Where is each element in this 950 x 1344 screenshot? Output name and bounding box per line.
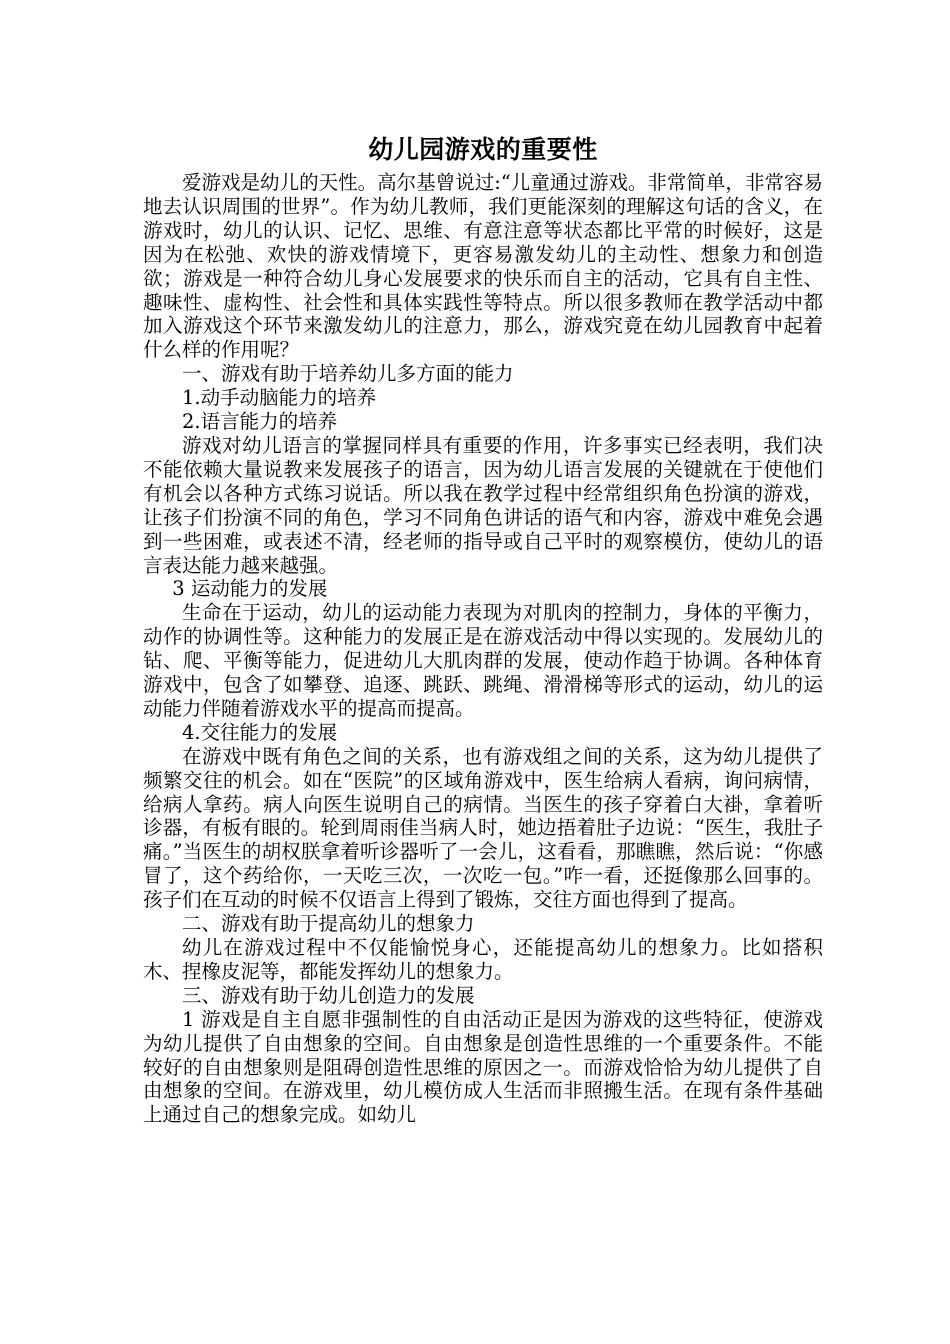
paragraph-social: 在游戏中既有角色之间的关系，也有游戏组之间的关系，这为幼儿提供了频繁交往的机会。如在“医院”的区域角游戏中，医生给病人看病，询问病情，给病人拿药。病人向医生说明自己的病情。当医生的孩子穿着白大褂，拿着听诊器，有板有眼的。轮到周雨佳当病人时，她边捂着肚子边说：“医生，我肚子痛。”当医生的胡权朕拿着听诊器听了一会儿，这看看，那瞧瞧，然后说：“你感冒了，这个药给你，一天吃三次，一次吃一包。”咋一看，还挺像那么回事的。孩子们在互动的时候不仅语言上得到了锻炼，交往方面也得到了提高。 [143,744,823,912]
subheading-1-1: 1.动手动脑能力的培养 [182,386,377,410]
section-heading-1: 一、游戏有助于培养幼儿多方面的能力 [182,362,514,386]
section-heading-3: 三、游戏有助于幼儿创造力的发展 [182,983,475,1007]
section-heading-2: 二、游戏有助于提高幼儿的想象力 [182,912,475,936]
subheading-1-4: 4.交往能力的发展 [182,720,338,744]
document-body [143,133,823,1127]
paragraph-intro: 爱游戏是幼儿的天性。高尔基曾说过:“儿童通过游戏。非常简单，非常容易地去认识周围的世界”。作为幼儿教师，我们更能深刻的理解这句话的含义，在游戏时，幼儿的认识、记忆、思维、有意注意等状态都比平常的时候好，这是因为在松弛、欢快的游戏情境下，更容易激发幼儿的主动性、想象力和创造欲；游戏是一种符合幼儿身心发展要求的快乐而自主的活动，它具有自主性、趣味性、虚构性、社会性和具体实践性等特点。所以很多教师在教学活动中都加入游戏这个环节来激发幼儿的注意力，那么，游戏究竟在幼儿园教育中起着什么样的作用呢？ [143,171,823,362]
paragraph-language: 游戏对幼儿语言的掌握同样具有重要的作用，许多事实已经表明，我们决不能依赖大量说教来发展孩子的语言，因为幼儿语言发展的关键就在于使他们有机会以各种方式练习说话。所以我在教学过程中经常组织角色扮演的游戏，让孩子们扮演不同的角色，学习不同角色讲话的语气和内容，游戏中难免会遇到一些困难，或表述不清，经老师的指导或自己平时的观察模仿，使幼儿的语言表达能力越来越强。 [143,433,823,577]
paragraph-creativity: 1 游戏是自主自愿非强制性的自由活动正是因为游戏的这些特征，使游戏为幼儿提供了自由想象的空间。自由想象是创造性思维的一个重要条件。不能较好的自由想象则是阻碍创造性思维的原因之一。而游戏恰恰为幼儿提供了自由想象的空间。在游戏里，幼儿模仿成人生活而非照搬生活。在现有条件基础上通过自己的想象完成。如幼儿 [143,1007,823,1127]
paragraph-motor: 生命在于运动，幼儿的运动能力表现为对肌肉的控制力，身体的平衡力，动作的协调性等。这种能力的发展正是在游戏活动中得以实现的。发展幼儿的钻、爬、平衡等能力，促进幼儿大肌肉群的发展，使动作趋于协调。各种体育游戏中，包含了如攀登、追逐、跳跃、跳绳、滑滑梯等形式的运动，幼儿的运动能力伴随着游戏水平的提高而提高。 [143,601,823,720]
document-title: 幼儿园游戏的重要性 [368,135,598,164]
subheading-1-3: 3 运动能力的发展 [172,577,328,601]
paragraph-imagination: 幼儿在游戏过程中不仅能愉悦身心，还能提高幼儿的想象力。比如搭积木、捏橡皮泥等，都能发挥幼儿的想象力。 [143,936,823,983]
subheading-1-2: 2.语言能力的培养 [182,410,338,434]
